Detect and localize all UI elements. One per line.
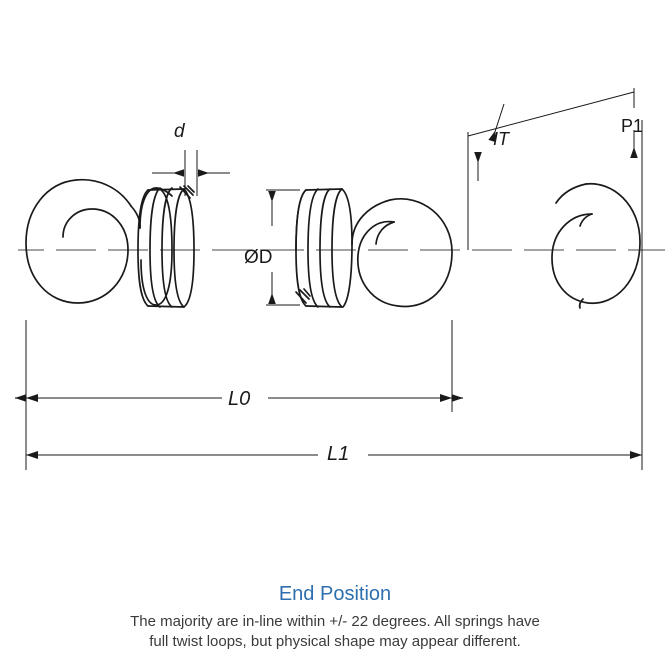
- caption-title: End Position: [278, 583, 392, 605]
- label-free-length: L0: [228, 388, 251, 410]
- caption-body: [0, 612, 670, 652]
- label-load-p1: P1: [621, 116, 644, 136]
- caption-line-1: The majority are in-line within +/- 22 degrees. All springs have: [130, 613, 540, 630]
- end-position-loop: [552, 184, 640, 308]
- right-coil-body: [296, 189, 352, 307]
- extended-length-dimension: [26, 120, 642, 470]
- right-hook: [352, 199, 452, 307]
- label-extended-length: L1: [327, 443, 350, 465]
- label-initial-tension: IT: [493, 129, 509, 149]
- caption-line-2: full twist loops, but physical shape may appear different.: [149, 633, 521, 650]
- initial-tension-dimension: [468, 92, 634, 250]
- label-outer-diameter: ØD: [244, 247, 273, 268]
- left-hook: [26, 180, 140, 303]
- left-coil-body: [138, 186, 194, 307]
- label-wire-diameter: d: [174, 121, 185, 142]
